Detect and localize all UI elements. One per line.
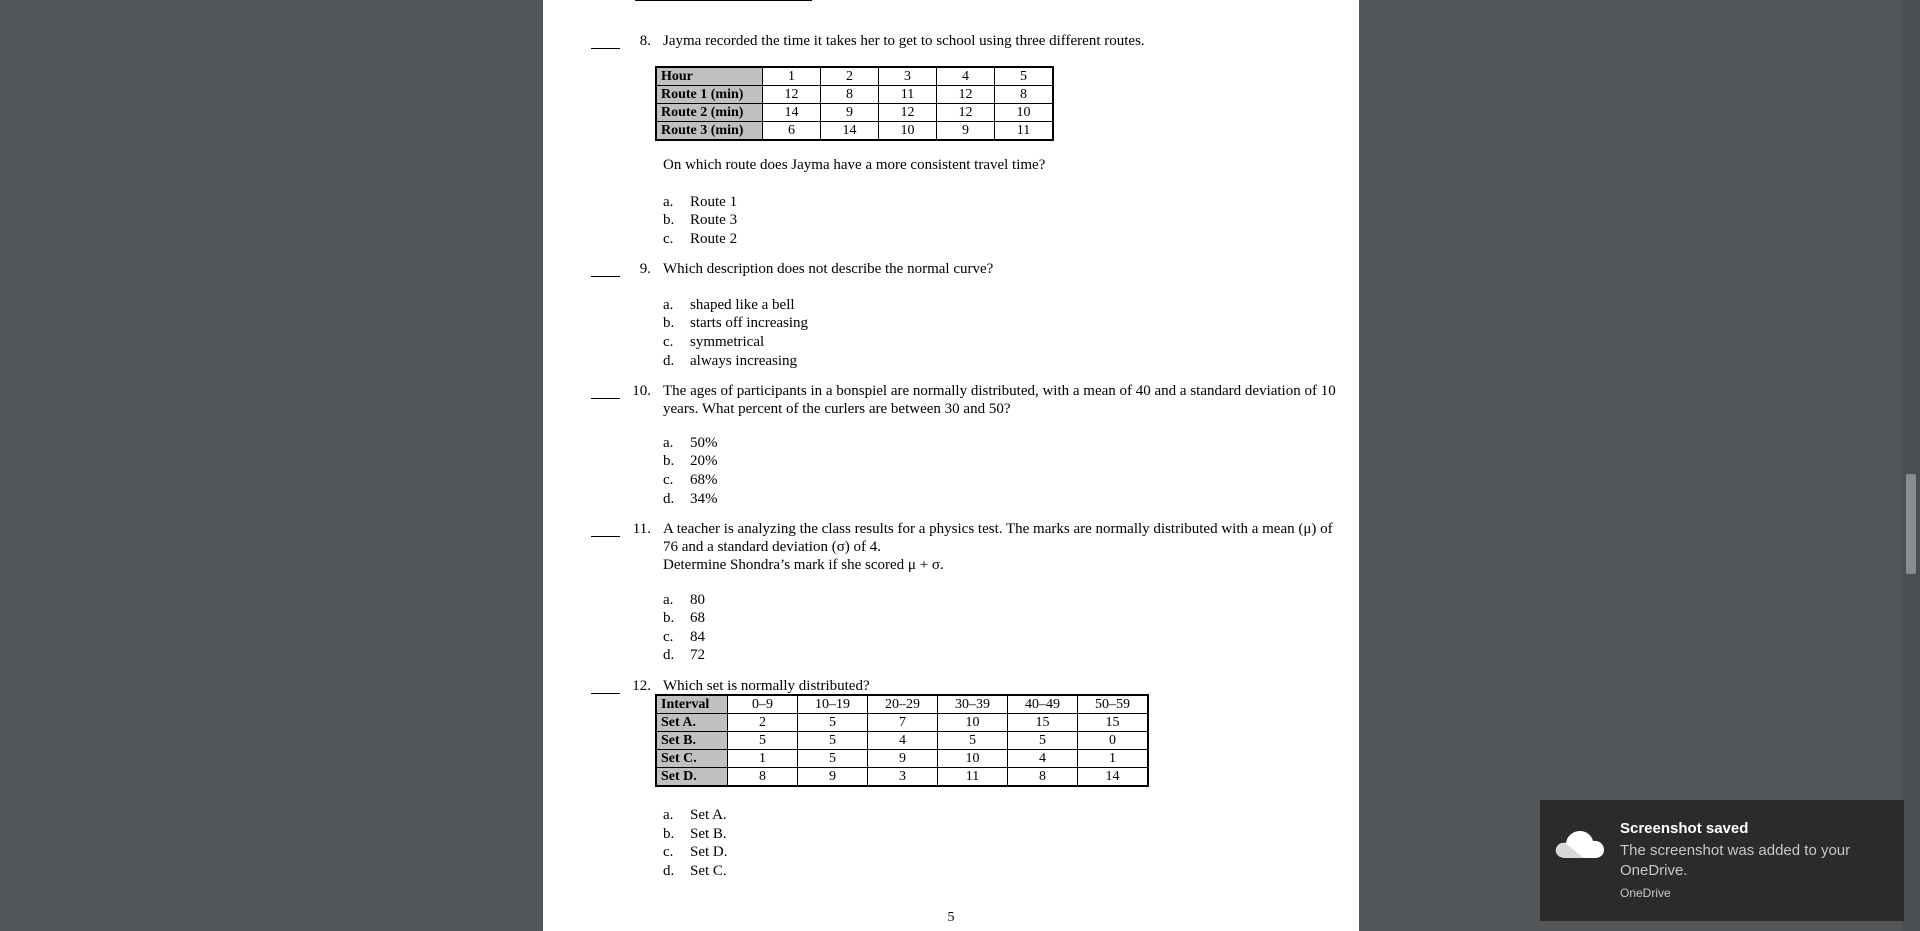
table-row	[656, 695, 1148, 714]
table-cell: 12	[937, 86, 995, 104]
table-cell: 30–39	[938, 695, 1008, 714]
option-text: shaped like a bell	[690, 297, 795, 313]
table-row	[656, 732, 1148, 750]
option-letter: a.	[663, 297, 674, 313]
question-text-line-3: Determine Shondra’s mark if she scored μ + σ.	[663, 557, 944, 573]
table-cell: 12	[937, 104, 995, 122]
table-cell: 5	[728, 732, 798, 750]
table-cell: 5	[995, 67, 1054, 86]
question-number: 8.	[639, 33, 651, 49]
table-cell: 40–49	[1008, 695, 1078, 714]
table-cell: 14	[1078, 768, 1149, 787]
table-header-cell: Set B.	[656, 732, 728, 750]
question-text-line-2: years. What percent of the curlers are between 30 and 50?	[663, 401, 1011, 417]
table-header-cell: Route 2 (min)	[656, 104, 763, 122]
option-letter: c.	[663, 231, 674, 247]
option-letter: b.	[663, 212, 675, 228]
option-text: Set A.	[690, 807, 727, 823]
interval-table	[655, 694, 1149, 787]
question-number: 11.	[632, 521, 651, 537]
option-text: 80	[690, 592, 705, 608]
table-cell: 9	[937, 122, 995, 141]
table-cell: 9	[868, 750, 938, 768]
option-letter: c.	[663, 334, 674, 350]
table-cell: 0	[1078, 732, 1149, 750]
table-header-cell: Set C.	[656, 750, 728, 768]
question-text-line-1: A teacher is analyzing the class results for a physics test. The marks are normally distributed with a mean (μ) of	[663, 521, 1333, 537]
option-letter: a.	[663, 435, 674, 451]
scrollbar-thumb[interactable]	[1906, 474, 1916, 574]
table-header-cell: Set A.	[656, 714, 728, 732]
table-cell: 10–19	[798, 695, 868, 714]
table-cell: 2	[728, 714, 798, 732]
table-cell: 10	[938, 714, 1008, 732]
table-row	[656, 86, 1053, 104]
option-letter: c.	[663, 844, 674, 860]
option-text: starts off increasing	[690, 315, 809, 331]
table-cell: 4	[937, 67, 995, 86]
route-table	[655, 66, 1054, 141]
question-prompt: On which route does Jayma have a more consistent travel time?	[663, 157, 1046, 173]
table-cell: 9	[821, 104, 879, 122]
toast-title: Screenshot saved	[1620, 820, 1749, 837]
option-text: 68%	[690, 472, 718, 488]
question-text-line-1: The ages of participants in a bonspiel are normally distributed, with a mean of 40 and a standard deviation of 10	[663, 383, 1336, 399]
table-cell: 0–9	[728, 695, 798, 714]
question-text: Which set is normally distributed?	[663, 678, 870, 694]
top-rule	[635, 0, 812, 1]
question-number: 10.	[632, 383, 651, 399]
table-cell: 15	[1078, 714, 1149, 732]
option-letter: b.	[663, 315, 675, 331]
option-letter: c.	[663, 472, 674, 488]
question-number: 9.	[639, 261, 651, 277]
table-cell: 2	[821, 67, 879, 86]
option-text: always increasing	[690, 353, 798, 369]
table-cell: 8	[728, 768, 798, 787]
table-cell: 5	[798, 750, 868, 768]
option-text: Route 2	[690, 231, 738, 247]
table-cell: 1	[763, 67, 821, 86]
table-cell: 11	[995, 122, 1054, 141]
table-header-cell: Route 3 (min)	[656, 122, 763, 141]
option-text: 68	[690, 610, 705, 626]
table-cell: 14	[821, 122, 879, 141]
option-text: 84	[690, 629, 705, 645]
option-text: 20%	[690, 453, 718, 469]
option-letter: a.	[663, 194, 674, 210]
table-cell: 10	[995, 104, 1054, 122]
table-cell: 8	[995, 86, 1054, 104]
table-cell: 7	[868, 714, 938, 732]
question-number: 12.	[632, 678, 651, 694]
option-letter: d.	[663, 491, 675, 507]
option-letter: b.	[663, 610, 675, 626]
document-page	[543, 0, 1359, 931]
onedrive-toast[interactable]	[1540, 800, 1904, 921]
option-text: 72	[690, 647, 705, 663]
table-cell: 3	[868, 768, 938, 787]
option-text: Set D.	[690, 844, 728, 860]
option-letter: d.	[663, 647, 675, 663]
toast-message: The screenshot was added to your OneDrive.	[1620, 842, 1851, 879]
table-header-cell: Route 1 (min)	[656, 86, 763, 104]
question-text: Jayma recorded the time it takes her to get to school using three different routes.	[663, 33, 1145, 49]
option-text: Set B.	[690, 826, 727, 842]
table-cell: 8	[821, 86, 879, 104]
table-header-cell: Interval	[656, 695, 728, 714]
table-cell: 8	[1008, 768, 1078, 787]
option-letter: d.	[663, 353, 675, 369]
table-cell: 5	[798, 714, 868, 732]
cloud-icon	[1554, 828, 1606, 860]
option-text: 34%	[690, 491, 718, 507]
table-cell: 5	[938, 732, 1008, 750]
vertical-scrollbar[interactable]	[1903, 0, 1920, 931]
table-cell: 14	[763, 104, 821, 122]
option-letter: b.	[663, 826, 675, 842]
table-cell: 11	[938, 768, 1008, 787]
table-cell: 1	[1078, 750, 1149, 768]
table-cell: 3	[879, 67, 937, 86]
table-cell: 10	[938, 750, 1008, 768]
table-header-cell: Hour	[656, 67, 763, 86]
table-row	[656, 750, 1148, 768]
table-cell: 5	[798, 732, 868, 750]
option-letter: d.	[663, 863, 675, 879]
option-letter: a.	[663, 807, 674, 823]
option-text: Route 1	[690, 194, 738, 210]
table-row	[656, 122, 1053, 141]
table-cell: 12	[763, 86, 821, 104]
option-text: Route 3	[690, 212, 738, 228]
option-letter: a.	[663, 592, 674, 608]
option-letter: c.	[663, 629, 674, 645]
table-row	[656, 714, 1148, 732]
option-text: Set C.	[690, 863, 727, 879]
option-text: 50%	[690, 435, 718, 451]
table-cell: 4	[868, 732, 938, 750]
table-cell: 5	[1008, 732, 1078, 750]
question-text-line-2: 76 and a standard deviation (σ) of 4.	[663, 539, 882, 555]
table-cell: 6	[763, 122, 821, 141]
table-cell: 11	[879, 86, 937, 104]
table-row	[656, 67, 1053, 86]
table-cell: 12	[879, 104, 937, 122]
table-cell: 10	[879, 122, 937, 141]
table-row	[656, 768, 1148, 787]
table-cell: 9	[798, 768, 868, 787]
table-cell: 1	[728, 750, 798, 768]
table-cell: 20–29	[868, 695, 938, 714]
table-cell: 4	[1008, 750, 1078, 768]
table-cell: 50–59	[1078, 695, 1149, 714]
table-row	[656, 104, 1053, 122]
table-cell: 15	[1008, 714, 1078, 732]
option-text: symmetrical	[690, 334, 765, 350]
page-number: 5	[947, 910, 955, 925]
toast-app-name: OneDrive	[1620, 886, 1671, 900]
table-header-cell: Set D.	[656, 768, 728, 787]
question-text: Which description does not describe the normal curve?	[663, 261, 994, 277]
option-letter: b.	[663, 453, 675, 469]
